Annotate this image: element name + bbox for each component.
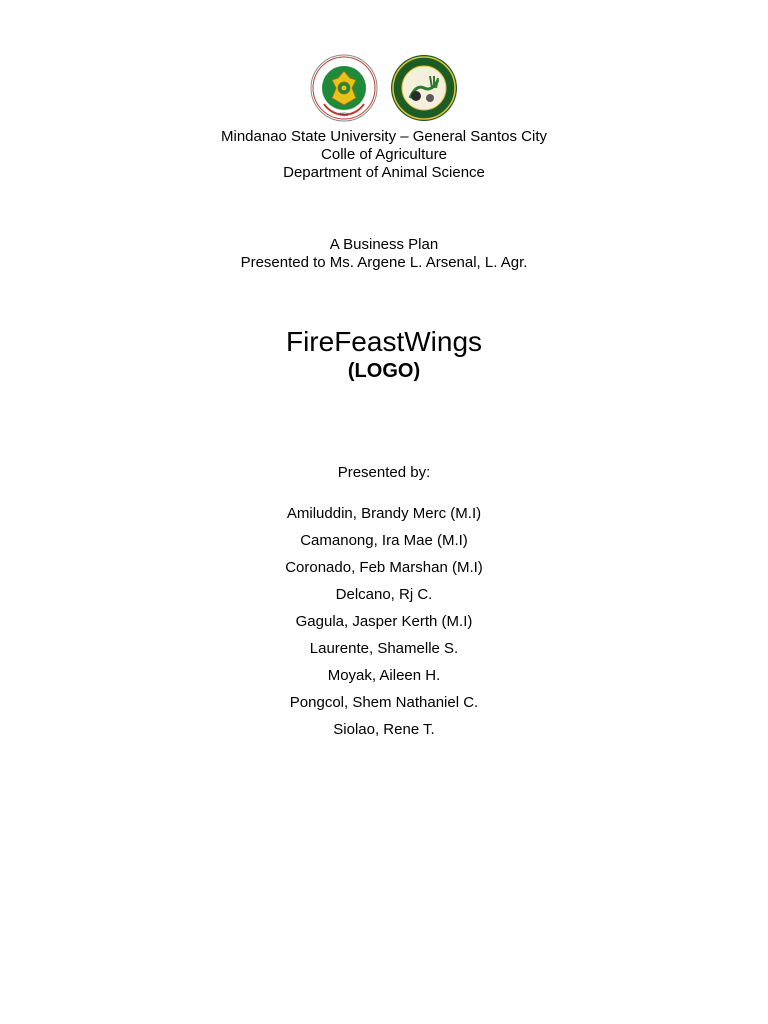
brand-block (0, 325, 768, 383)
presented-by-label: Presented by: (337, 464, 431, 481)
institution-header (0, 128, 768, 182)
college-name: Colle of Agriculture (321, 146, 447, 163)
logo-placeholder: (LOGO) (347, 360, 421, 382)
presenter-name: Laurente, Shamelle S. (309, 640, 459, 657)
presenter-name: Gagula, Jasper Kerth (M.I) (295, 613, 473, 630)
document-type: A Business Plan (329, 236, 439, 253)
college-of-agriculture-seal-icon (390, 54, 458, 122)
svg-text:MSU: MSU (339, 112, 349, 117)
department-name: Department of Animal Science (283, 164, 485, 181)
university-name: Mindanao State University – General Santos City (221, 128, 547, 145)
presenter-name: Coronado, Feb Marshan (M.I) (285, 559, 483, 576)
plan-info (0, 236, 768, 272)
presented-by-label-block (0, 464, 768, 482)
presenter-name: Moyak, Aileen H. (327, 667, 441, 684)
university-seal-icon (310, 54, 378, 122)
business-name: FireFeastWings (285, 326, 483, 357)
presenter-list (0, 500, 768, 743)
presenter-name: Pongcol, Shem Nathaniel C. (289, 694, 479, 711)
presented-to: Presented to Ms. Argene L. Arsenal, L. Agr. (240, 254, 528, 271)
presenter-name: Siolao, Rene T. (333, 721, 435, 738)
presenter-name: Amiluddin, Brandy Merc (M.I) (286, 505, 482, 522)
seal-row (0, 54, 768, 122)
presenter-name: Camanong, Ira Mae (M.I) (300, 532, 468, 549)
presenter-name: Delcano, Rj C. (335, 586, 433, 603)
